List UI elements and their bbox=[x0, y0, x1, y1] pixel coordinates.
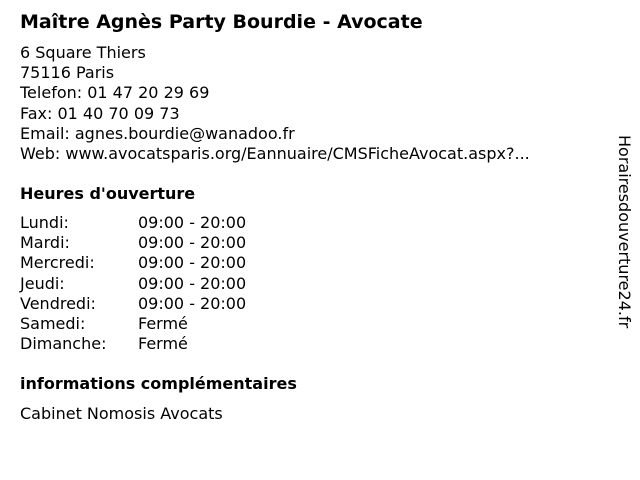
page-title: Maître Agnès Party Bourdie - Avocate bbox=[20, 11, 423, 33]
hours-row-saturday bbox=[20, 314, 246, 334]
hours-row-friday bbox=[20, 294, 246, 314]
site-watermark: Horairesdouverture24.fr bbox=[615, 135, 634, 329]
day-hours: 09:00 - 20:00 bbox=[138, 273, 247, 293]
day-hours: Fermé bbox=[138, 314, 188, 334]
additional-info-text: Cabinet Nomosis Avocats bbox=[20, 404, 223, 423]
day-label: Samedi: bbox=[20, 314, 86, 334]
day-hours: 09:00 - 20:00 bbox=[138, 253, 247, 273]
day-label: Dimanche: bbox=[20, 334, 107, 354]
hours-row-thursday bbox=[20, 274, 246, 294]
day-hours: 09:00 - 20:00 bbox=[138, 233, 247, 253]
day-hours: 09:00 - 20:00 bbox=[138, 213, 247, 232]
fax-number: Fax: 01 40 70 09 73 bbox=[20, 103, 180, 123]
opening-hours-list bbox=[20, 213, 246, 354]
phone-number: Telefon: 01 47 20 29 69 bbox=[20, 83, 210, 103]
hours-row-tuesday bbox=[20, 233, 246, 253]
day-label: Mercredi: bbox=[20, 253, 95, 273]
hours-row-sunday bbox=[20, 334, 246, 354]
day-label: Jeudi: bbox=[20, 273, 65, 293]
day-label: Vendredi: bbox=[20, 293, 96, 313]
address-city: 75116 Paris bbox=[20, 63, 115, 83]
additional-info-heading: informations complémentaires bbox=[20, 374, 297, 393]
address-street: 6 Square Thiers bbox=[20, 43, 146, 62]
day-label: Lundi: bbox=[20, 213, 69, 232]
email-address: Email: agnes.bourdie@wanadoo.fr bbox=[20, 123, 295, 143]
opening-hours-heading: Heures d'ouverture bbox=[20, 184, 196, 203]
day-label: Mardi: bbox=[20, 233, 70, 253]
contact-block bbox=[20, 43, 530, 164]
day-hours: Fermé bbox=[138, 334, 188, 354]
hours-row-monday bbox=[20, 213, 246, 233]
website-url: Web: www.avocatsparis.org/Eannuaire/CMSFicheAvocat.aspx?... bbox=[20, 144, 530, 164]
hours-row-wednesday bbox=[20, 253, 246, 273]
day-hours: 09:00 - 20:00 bbox=[138, 293, 247, 313]
